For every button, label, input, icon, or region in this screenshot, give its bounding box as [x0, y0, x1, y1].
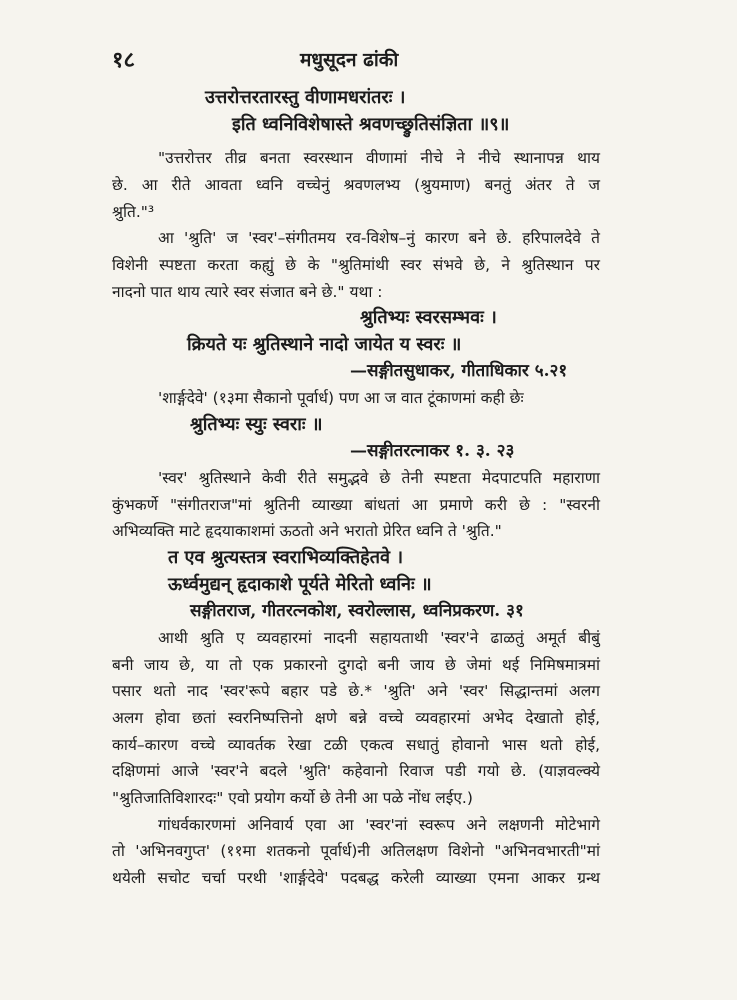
running-title: मधुसूदन ढांकी — [300, 49, 399, 71]
paragraph-line: श्रुति."³ — [112, 203, 155, 221]
page-number: १८ — [112, 48, 135, 73]
verse-line: श्रुतिभ्यः स्वरसम्भवः । — [360, 307, 497, 328]
paragraph-line: आथी श्रुति ए व्यवहारमां नादनी सहायताथी 'स्वर'ने ढाळतुं अमूर्त बीबुं — [158, 629, 600, 647]
verse-line: क्रियते यः श्रुतिस्थाने नादो जायेत य स्वरः ॥ — [187, 334, 462, 355]
paragraph-line: बनी जाय छे, या तो एक प्रकारनो दुगदो बनी जाय छे जेमां थई निमिषमात्रमां — [112, 656, 600, 674]
verse-line: ऊर्ध्वमुद्यन् हृदाकाशे पूर्यते मेरितो ध्वनिः ॥ — [168, 574, 432, 595]
paragraph-line: विशेनी स्पष्टता करता कह्युं छे के "श्रुतिमांथी स्वर संभवे छे, ने श्रुतिस्थान पर — [112, 256, 600, 274]
paragraph-line: अभिव्यक्ति माटे हृदयाकाशमां ऊठतो अने भरातो प्रेरित ध्वनि ते 'श्रुति." — [112, 522, 502, 540]
paragraph-line: कुंभकर्णे "संगीतराज"मां श्रुतिनी व्याख्या बांधतां आ प्रमाणे करी छे : "स्वरनी — [112, 496, 600, 514]
verse-line: त एव श्रुत्यस्तत्र स्वराभिव्यक्तिहेतवे । — [168, 547, 404, 568]
paragraph-line: तो 'अभिनवगुप्त' (११मा शतकनो पूर्वार्ध)नी अतिलक्षण विशेनो "अभिनवभारती"मां — [112, 842, 600, 860]
paragraph-line: दक्षिणमां आजे 'स्वर'ने बदले 'श्रुति' कहेवानो रिवाज पडी गयो छे. (याज्ञवल्क्ये — [112, 762, 600, 780]
paragraph-line: 'स्वर' श्रुतिस्थाने केवी रीते समुद्भवे छे तेनी स्पष्टता मेदपाटपति महाराणा — [158, 469, 600, 487]
paragraph-line: अलग होवा छतां स्वरनिष्पत्तिनो क्षणे बन्ने वच्चे व्यवहारमां अभेद देखातो होई, — [112, 709, 600, 727]
verse-line: उत्तरोत्तरतारस्तु वीणामधरांतरः । — [205, 87, 406, 108]
paragraph-line: आ 'श्रुति' ज 'स्वर'–संगीतमय रव-विशेष–नुं कारण बने छे. हरिपालदेवे ते — [158, 229, 600, 247]
verse-line: इति ध्वनिविशेषास्ते श्रवणच्छ्रुतिसंज्ञिता ॥९॥ — [232, 114, 510, 135]
verse-source: —सङ्गीतसुधाकर, गीताधिकार ५.२१ — [350, 361, 568, 381]
paragraph-line: छे. आ रीते आवता ध्वनि वच्चेनुं श्रवणलभ्य (श्रुयमाण) बनतुं अंतर ते ज — [112, 176, 600, 194]
verse-source: सङ्गीतराज, गीतरत्नकोश, स्वरोल्लास, ध्वनिप्रकरण. ३१ — [190, 601, 524, 621]
paragraph-line: पसार थतो नाद 'स्वर'रूपे बहार पडे छे.* 'श्रुति' अने 'स्वर' सिद्धान्तमां अलग — [112, 682, 600, 700]
verse-line: श्रुतिभ्यः स्युः स्वराः ॥ — [190, 414, 323, 435]
paragraph-line: गांधर्वकारणमां अनिवार्य एवा आ 'स्वर'नां स्वरूप अने लक्षणनी मोटेभागे — [158, 816, 600, 834]
paragraph-line: थयेली सचोट चर्चा परथी 'शार्ङ्गदेवे' पदबद्ध करेली व्याख्या एमना आकर ग्रन्थ — [112, 869, 600, 887]
paragraph-line: "उत्तरोत्तर तीव्र बनता स्वरस्थान वीणामां नीचे ने नीचे स्थानापन्न थाय — [158, 149, 600, 167]
paragraph-line: 'शार्ङ्गदेवे' (१३मा सैकानो पूर्वार्ध) पण आ ज वात टूंकाणमां कही छेः — [158, 389, 524, 407]
paragraph-line: "श्रुतिजातिविशारदः" एवो प्रयोग कर्यो छे तेनी आ पळे नोंध लईए.) — [112, 789, 473, 807]
paragraph-line: नादनो पात थाय त्यारे स्वर संजात बने छे." यथा : — [112, 283, 383, 301]
verse-source: —सङ्गीतरत्नाकर १. ३. २३ — [350, 441, 515, 461]
paragraph-line: कार्य–कारण वच्चे व्यावर्तक रेखा टळी एकत्व सधातुं होवानो भास थतो होई, — [112, 736, 600, 754]
